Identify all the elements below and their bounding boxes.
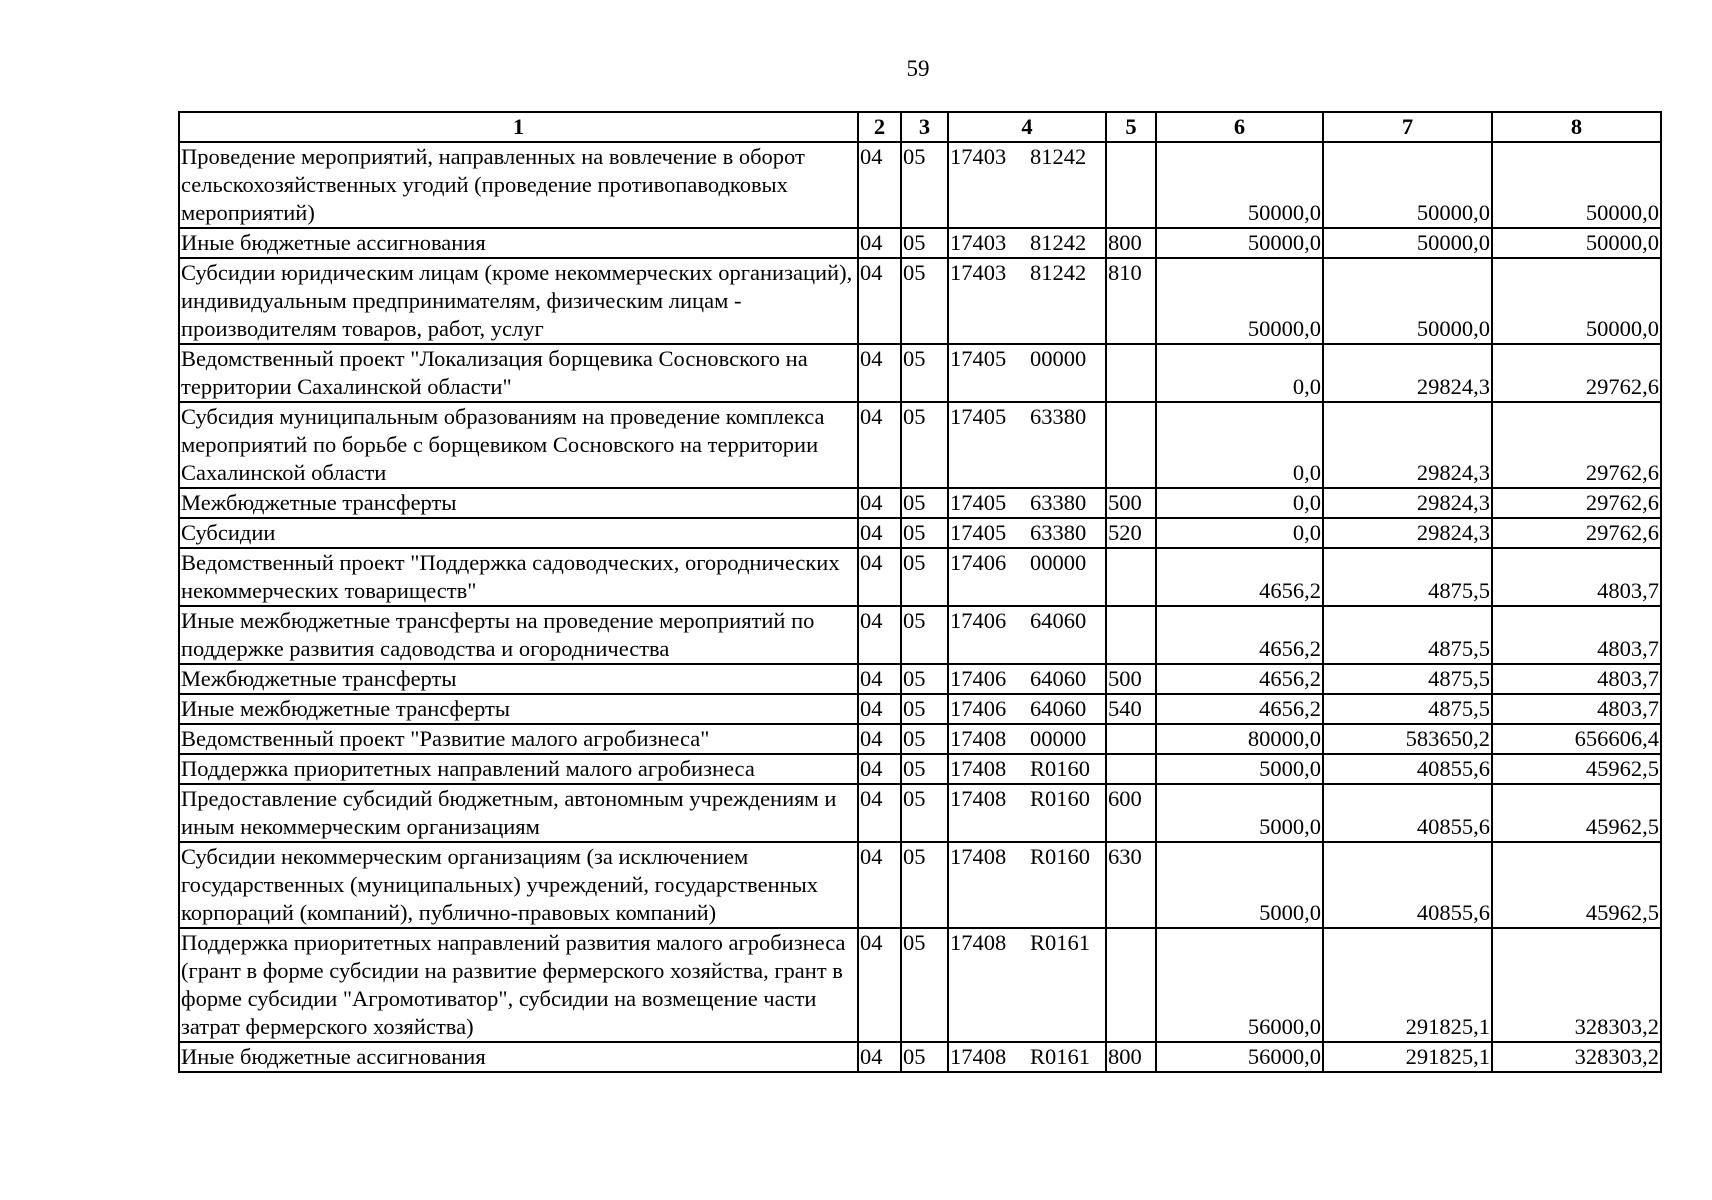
amount-cell-col7: 4875,5: [1323, 664, 1492, 694]
expense-type-cell: [1106, 142, 1156, 228]
amount-cell-col8: 656606,4: [1492, 724, 1661, 754]
amount-cell-col7: 4875,5: [1323, 548, 1492, 606]
row-name-cell: Предоставление субсидий бюджетным, автономным учреждениям и иным некоммерческим организациям: [179, 784, 858, 842]
table-row: [179, 228, 1661, 258]
subsection-code-cell: 05: [901, 842, 948, 928]
amount-cell-col8: 50000,0: [1492, 228, 1661, 258]
page-number: 59: [906, 56, 930, 81]
table-row: [179, 928, 1661, 1042]
row-name-cell: Проведение мероприятий, направленных на вовлечение в оборот сельскохозяйственных угодий (проведение противопаводковых мероприятий): [179, 142, 858, 228]
target-article-cell: [948, 754, 1106, 784]
amount-cell-col8: 29762,6: [1492, 344, 1661, 402]
target-article-program: 17406: [950, 550, 1007, 575]
target-article-cell: [948, 1042, 1106, 1072]
section-code-cell: 04: [858, 606, 901, 664]
expense-type-cell: [1106, 344, 1156, 402]
expense-type-cell: [1106, 928, 1156, 1042]
row-name-cell: Иные бюджетные ассигнования: [179, 1042, 858, 1072]
subsection-code-cell: 05: [901, 664, 948, 694]
target-article-cell: [948, 548, 1106, 606]
amount-cell-col7: 40855,6: [1323, 784, 1492, 842]
amount-cell-col8: 50000,0: [1492, 142, 1661, 228]
amount-cell-col7: 4875,5: [1323, 694, 1492, 724]
target-article-cell: [948, 784, 1106, 842]
amount-cell-col8: 29762,6: [1492, 518, 1661, 548]
expense-type-cell: 520: [1106, 518, 1156, 548]
row-name-cell: Поддержка приоритетных направлений развития малого агробизнеса (грант в форме субсидии на развитие фермерского хозяйства, грант в форме субсидии "Агромотиватор", субсидии на возмещение части затрат фермерского хозяйства): [179, 928, 858, 1042]
target-article-direction: R0160: [1030, 844, 1091, 869]
amount-cell-col7: 4875,5: [1323, 606, 1492, 664]
subsection-code-cell: 05: [901, 1042, 948, 1072]
target-article-program: 17408: [950, 1044, 1007, 1069]
target-article-cell: [948, 142, 1106, 228]
amount-cell-col7: 291825,1: [1323, 1042, 1492, 1072]
amount-cell-col8: 29762,6: [1492, 488, 1661, 518]
amount-cell-col8: 45962,5: [1492, 754, 1661, 784]
amount-cell-col6: 56000,0: [1156, 928, 1323, 1042]
section-code-cell: 04: [858, 724, 901, 754]
target-article-cell: [948, 402, 1106, 488]
row-name-cell: Ведомственный проект "Поддержка садоводческих, огороднических некоммерческих товариществ": [179, 548, 858, 606]
section-code-cell: 04: [858, 664, 901, 694]
amount-cell-col6: 4656,2: [1156, 664, 1323, 694]
amount-cell-col6: 5000,0: [1156, 754, 1323, 784]
target-article-program: 17406: [950, 608, 1007, 633]
target-article-direction: R0160: [1030, 756, 1091, 781]
subsection-code-cell: 05: [901, 402, 948, 488]
target-article-program: 17408: [950, 786, 1007, 811]
table-row: [179, 142, 1661, 228]
table-row: [179, 488, 1661, 518]
row-name-cell: Ведомственный проект "Локализация борщевика Сосновского на территории Сахалинской области": [179, 344, 858, 402]
subsection-code-cell: 05: [901, 142, 948, 228]
row-name-cell: Субсидии некоммерческим организациям (за исключением государственных (муниципальных) учреждений, государственных корпораций (компаний), публично-правовых компаний): [179, 842, 858, 928]
expense-type-cell: 500: [1106, 664, 1156, 694]
target-article-program: 17405: [950, 490, 1007, 515]
target-article-program: 17406: [950, 696, 1007, 721]
subsection-code-cell: 05: [901, 928, 948, 1042]
amount-cell-col6: 56000,0: [1156, 1042, 1323, 1072]
target-article-program: 17403: [950, 260, 1007, 285]
table-row: [179, 518, 1661, 548]
target-article-direction: 63380: [1030, 490, 1087, 515]
amount-cell-col8: 4803,7: [1492, 694, 1661, 724]
table-row: [179, 1042, 1661, 1072]
target-article-direction: 00000: [1030, 726, 1087, 751]
amount-cell-col8: 45962,5: [1492, 784, 1661, 842]
section-code-cell: 04: [858, 402, 901, 488]
expense-type-cell: 800: [1106, 228, 1156, 258]
row-name-cell: Иные межбюджетные трансферты: [179, 694, 858, 724]
target-article-cell: [948, 228, 1106, 258]
target-article-cell: [948, 928, 1106, 1042]
target-article-program: 17406: [950, 666, 1007, 691]
amount-cell-col8: 4803,7: [1492, 548, 1661, 606]
target-article-cell: [948, 606, 1106, 664]
amount-cell-col7: 291825,1: [1323, 928, 1492, 1042]
expense-type-cell: 800: [1106, 1042, 1156, 1072]
target-article-program: 17403: [950, 230, 1007, 255]
amount-cell-col8: 328303,2: [1492, 1042, 1661, 1072]
target-article-direction: R0160: [1030, 786, 1091, 811]
subsection-code-cell: 05: [901, 754, 948, 784]
row-name-cell: Иные межбюджетные трансферты на проведение мероприятий по поддержке развития садоводства и огородничества: [179, 606, 858, 664]
table-row: [179, 402, 1661, 488]
target-article-direction: 81242: [1030, 144, 1087, 169]
amount-cell-col6: 4656,2: [1156, 606, 1323, 664]
amount-cell-col7: 29824,3: [1323, 344, 1492, 402]
column-header: 8: [1492, 112, 1661, 142]
expense-type-cell: [1106, 402, 1156, 488]
amount-cell-col8: 4803,7: [1492, 664, 1661, 694]
section-code-cell: 04: [858, 228, 901, 258]
subsection-code-cell: 05: [901, 488, 948, 518]
section-code-cell: 04: [858, 754, 901, 784]
subsection-code-cell: 05: [901, 258, 948, 344]
amount-cell-col6: 50000,0: [1156, 258, 1323, 344]
subsection-code-cell: 05: [901, 694, 948, 724]
subsection-code-cell: 05: [901, 784, 948, 842]
target-article-direction: R0161: [1030, 1044, 1091, 1069]
section-code-cell: 04: [858, 842, 901, 928]
section-code-cell: 04: [858, 344, 901, 402]
expense-type-cell: 810: [1106, 258, 1156, 344]
target-article-direction: 64060: [1030, 666, 1087, 691]
table-row: [179, 344, 1661, 402]
table-row: [179, 606, 1661, 664]
target-article-program: 17408: [950, 844, 1007, 869]
target-article-program: 17405: [950, 520, 1007, 545]
amount-cell-col6: 5000,0: [1156, 842, 1323, 928]
target-article-program: 17405: [950, 404, 1007, 429]
target-article-cell: [948, 258, 1106, 344]
target-article-cell: [948, 518, 1106, 548]
amount-cell-col8: 50000,0: [1492, 258, 1661, 344]
target-article-direction: 64060: [1030, 696, 1087, 721]
row-name-cell: Субсидии: [179, 518, 858, 548]
target-article-direction: 63380: [1030, 404, 1087, 429]
subsection-code-cell: 05: [901, 724, 948, 754]
amount-cell-col6: 50000,0: [1156, 228, 1323, 258]
target-article-direction: 81242: [1030, 230, 1087, 255]
column-header: 2: [858, 112, 901, 142]
table-row: [179, 754, 1661, 784]
target-article-program: 17405: [950, 346, 1007, 371]
section-code-cell: 04: [858, 784, 901, 842]
table-row: [179, 694, 1661, 724]
target-article-direction: 81242: [1030, 260, 1087, 285]
section-code-cell: 04: [858, 488, 901, 518]
amount-cell-col7: 583650,2: [1323, 724, 1492, 754]
section-code-cell: 04: [858, 258, 901, 344]
row-name-cell: Иные бюджетные ассигнования: [179, 228, 858, 258]
subsection-code-cell: 05: [901, 228, 948, 258]
amount-cell-col6: 0,0: [1156, 402, 1323, 488]
amount-cell-col6: 4656,2: [1156, 694, 1323, 724]
amount-cell-col8: 4803,7: [1492, 606, 1661, 664]
table-header-row: [179, 112, 1661, 142]
amount-cell-col8: 29762,6: [1492, 402, 1661, 488]
amount-cell-col7: 29824,3: [1323, 402, 1492, 488]
target-article-direction: 00000: [1030, 346, 1087, 371]
expense-type-cell: [1106, 606, 1156, 664]
table-body: [179, 142, 1661, 1072]
amount-cell-col7: 29824,3: [1323, 518, 1492, 548]
row-name-cell: Субсидия муниципальным образованиям на проведение комплекса мероприятий по борьбе с борщевиком Сосновского на территории Сахалинской области: [179, 402, 858, 488]
subsection-code-cell: 05: [901, 518, 948, 548]
column-header: 6: [1156, 112, 1323, 142]
section-code-cell: 04: [858, 928, 901, 1042]
table-row: [179, 724, 1661, 754]
column-header: 5: [1106, 112, 1156, 142]
column-header: 1: [179, 112, 858, 142]
row-name-cell: Межбюджетные трансферты: [179, 664, 858, 694]
amount-cell-col7: 29824,3: [1323, 488, 1492, 518]
target-article-cell: [948, 664, 1106, 694]
section-code-cell: 04: [858, 518, 901, 548]
amount-cell-col6: 50000,0: [1156, 142, 1323, 228]
target-article-program: 17408: [950, 930, 1007, 955]
column-header: 4: [948, 112, 1106, 142]
expense-type-cell: 500: [1106, 488, 1156, 518]
target-article-direction: 64060: [1030, 608, 1087, 633]
amount-cell-col6: 0,0: [1156, 488, 1323, 518]
expense-type-cell: [1106, 548, 1156, 606]
table-row: [179, 784, 1661, 842]
expense-type-cell: [1106, 724, 1156, 754]
target-article-direction: 63380: [1030, 520, 1087, 545]
section-code-cell: 04: [858, 142, 901, 228]
subsection-code-cell: 05: [901, 344, 948, 402]
table-row: [179, 842, 1661, 928]
row-name-cell: Субсидии юридическим лицам (кроме некоммерческих организаций), индивидуальным предпринимателям, физическим лицам - производителям товаров, работ, услуг: [179, 258, 858, 344]
section-code-cell: 04: [858, 548, 901, 606]
amount-cell-col6: 80000,0: [1156, 724, 1323, 754]
target-article-program: 17403: [950, 144, 1007, 169]
table-row: [179, 664, 1661, 694]
subsection-code-cell: 05: [901, 606, 948, 664]
section-code-cell: 04: [858, 1042, 901, 1072]
amount-cell-col7: 50000,0: [1323, 228, 1492, 258]
table-row: [179, 258, 1661, 344]
target-article-program: 17408: [950, 726, 1007, 751]
expense-type-cell: 630: [1106, 842, 1156, 928]
row-name-cell: Поддержка приоритетных направлений малого агробизнеса: [179, 754, 858, 784]
subsection-code-cell: 05: [901, 548, 948, 606]
target-article-cell: [948, 488, 1106, 518]
target-article-cell: [948, 724, 1106, 754]
target-article-cell: [948, 694, 1106, 724]
target-article-cell: [948, 842, 1106, 928]
budget-table: [178, 111, 1662, 1073]
target-article-cell: [948, 344, 1106, 402]
amount-cell-col7: 40855,6: [1323, 754, 1492, 784]
amount-cell-col6: 4656,2: [1156, 548, 1323, 606]
amount-cell-col7: 50000,0: [1323, 258, 1492, 344]
amount-cell-col7: 50000,0: [1323, 142, 1492, 228]
amount-cell-col7: 40855,6: [1323, 842, 1492, 928]
target-article-program: 17408: [950, 756, 1007, 781]
amount-cell-col8: 328303,2: [1492, 928, 1661, 1042]
column-header: 7: [1323, 112, 1492, 142]
expense-type-cell: 600: [1106, 784, 1156, 842]
amount-cell-col6: 5000,0: [1156, 784, 1323, 842]
target-article-direction: 00000: [1030, 550, 1087, 575]
target-article-direction: R0161: [1030, 930, 1091, 955]
expense-type-cell: 540: [1106, 694, 1156, 724]
column-header: 3: [901, 112, 948, 142]
section-code-cell: 04: [858, 694, 901, 724]
table-row: [179, 548, 1661, 606]
amount-cell-col8: 45962,5: [1492, 842, 1661, 928]
row-name-cell: Межбюджетные трансферты: [179, 488, 858, 518]
row-name-cell: Ведомственный проект "Развитие малого агробизнеса": [179, 724, 858, 754]
expense-type-cell: [1106, 754, 1156, 784]
amount-cell-col6: 0,0: [1156, 344, 1323, 402]
amount-cell-col6: 0,0: [1156, 518, 1323, 548]
